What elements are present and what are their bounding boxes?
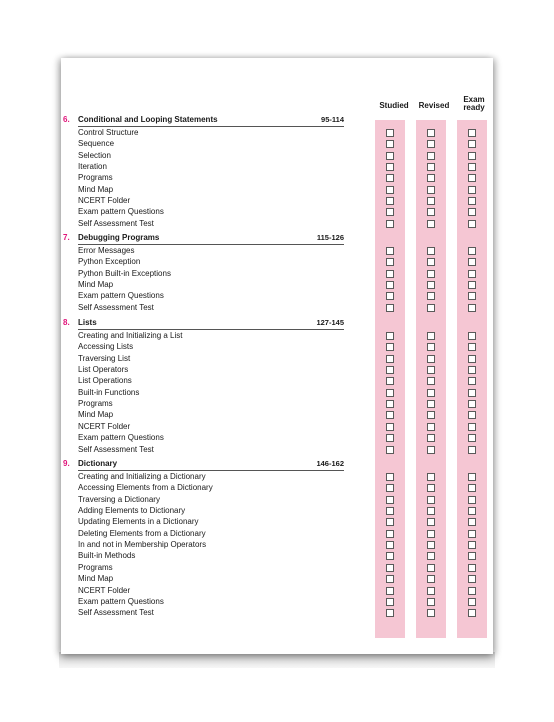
studied-checkbox[interactable]	[386, 197, 394, 205]
studied-checkbox[interactable]	[386, 564, 394, 572]
revised-checkbox[interactable]	[427, 174, 435, 182]
topic-item: Traversing List	[78, 353, 131, 363]
topic-item: Exam pattern Questions	[78, 433, 164, 443]
exam-ready-checkbox[interactable]	[468, 411, 476, 419]
revised-checkbox[interactable]	[427, 366, 435, 374]
studied-checkbox[interactable]	[386, 496, 394, 504]
exam-ready-checkbox[interactable]	[468, 129, 476, 137]
revised-checkbox[interactable]	[427, 575, 435, 583]
topic-item: Accessing Lists	[78, 342, 134, 352]
studied-checkbox[interactable]	[386, 484, 394, 492]
exam-ready-checkbox[interactable]	[468, 163, 476, 171]
exam-ready-checkbox[interactable]	[468, 598, 476, 606]
studied-checkbox[interactable]	[386, 541, 394, 549]
studied-checkbox[interactable]	[386, 292, 394, 300]
topic-item: Control Structure	[78, 128, 139, 137]
studied-checkbox[interactable]	[386, 587, 394, 595]
exam-ready-checkbox[interactable]	[468, 564, 476, 572]
revised-checkbox[interactable]	[427, 152, 435, 160]
revised-checkbox[interactable]	[427, 186, 435, 194]
studied-checkbox[interactable]	[386, 163, 394, 171]
column-header-exam-ready-line-2: ready	[463, 103, 485, 112]
section-title: Lists	[78, 318, 97, 327]
exam-ready-checkbox[interactable]	[468, 366, 476, 374]
revised-checkbox[interactable]	[427, 400, 435, 408]
revised-checkbox[interactable]	[427, 208, 435, 216]
exam-ready-checkbox[interactable]	[468, 496, 476, 504]
exam-ready-checkbox[interactable]	[468, 552, 476, 560]
exam-ready-checkbox[interactable]	[468, 446, 476, 454]
exam-ready-checkbox[interactable]	[468, 389, 476, 397]
studied-checkbox[interactable]	[386, 446, 394, 454]
revised-checkbox[interactable]	[427, 247, 435, 255]
exam-ready-checkbox[interactable]	[468, 258, 476, 266]
topic-item: Programs	[78, 562, 113, 572]
revised-checkbox[interactable]	[427, 270, 435, 278]
exam-ready-checkbox[interactable]	[468, 530, 476, 538]
topic-item: Exam pattern Questions	[78, 207, 164, 217]
exam-ready-checkbox[interactable]	[468, 270, 476, 278]
topic-item: Accessing Elements from a Dictionary	[78, 483, 213, 493]
topic-item: Exam pattern Questions	[78, 596, 164, 606]
column-header-exam-ready-line-1: Exam	[463, 95, 485, 104]
topic-item: Mind Map	[78, 410, 114, 420]
topic-item: Deleting Elements from a Dictionary	[78, 528, 206, 538]
section-page-range: 115-126	[316, 233, 344, 242]
topic-item: Programs	[78, 399, 113, 409]
topic-item: Exam pattern Questions	[78, 291, 164, 301]
studied-checkbox[interactable]	[386, 423, 394, 431]
exam-ready-checkbox[interactable]	[468, 587, 476, 595]
topic-item: Self Assessment Test	[78, 608, 154, 618]
topic-item: Creating and Initializing a Dictionary	[78, 472, 206, 481]
revised-checkbox[interactable]	[427, 484, 435, 492]
section-page-range: 146-162	[316, 459, 344, 468]
studied-checkbox[interactable]	[386, 129, 394, 137]
exam-ready-checkbox[interactable]	[468, 220, 476, 228]
exam-ready-checkbox[interactable]	[468, 377, 476, 385]
exam-ready-checkbox[interactable]	[468, 518, 476, 526]
studied-checkbox[interactable]	[386, 575, 394, 583]
studied-checkbox[interactable]	[386, 609, 394, 617]
revised-checkbox[interactable]	[427, 292, 435, 300]
revised-checkbox[interactable]	[427, 423, 435, 431]
section-rule	[78, 329, 344, 330]
topic-item: Python Built-in Exceptions	[78, 268, 171, 278]
exam-ready-checkbox[interactable]	[468, 152, 476, 160]
revised-checkbox[interactable]	[427, 564, 435, 572]
section-rule	[78, 126, 344, 127]
revised-checkbox[interactable]	[427, 473, 435, 481]
studied-checkbox[interactable]	[386, 507, 394, 515]
topic-item: Selection	[78, 150, 111, 160]
studied-checkbox[interactable]	[386, 518, 394, 526]
studied-checkbox[interactable]	[386, 389, 394, 397]
revised-checkbox[interactable]	[427, 518, 435, 526]
topic-item: Mind Map	[78, 574, 114, 584]
revised-checkbox[interactable]	[427, 343, 435, 351]
studied-checkbox[interactable]	[386, 247, 394, 255]
revised-checkbox[interactable]	[427, 411, 435, 419]
exam-ready-checkbox[interactable]	[468, 434, 476, 442]
exam-ready-checkbox[interactable]	[468, 609, 476, 617]
topic-item: List Operators	[78, 365, 129, 375]
revised-checkbox[interactable]	[427, 281, 435, 289]
section-title: Conditional and Looping Statements	[78, 115, 218, 124]
topic-item: Programs	[78, 173, 113, 183]
section-number: 9.	[63, 459, 70, 468]
topic-item: Self Assessment Test	[78, 444, 154, 454]
topic-item: In and not in Membership Operators	[78, 540, 207, 550]
section-page-range: 127-145	[316, 318, 344, 327]
page-bottom-shadow	[59, 652, 495, 668]
exam-ready-checkbox[interactable]	[468, 186, 476, 194]
exam-ready-checkbox[interactable]	[468, 355, 476, 363]
column-header-exam-ready	[456, 96, 492, 112]
exam-ready-checkbox[interactable]	[468, 484, 476, 492]
revised-checkbox[interactable]	[427, 163, 435, 171]
section-number: 8.	[63, 318, 70, 327]
revised-checkbox[interactable]	[427, 598, 435, 606]
studied-checkbox[interactable]	[386, 400, 394, 408]
revised-checkbox[interactable]	[427, 197, 435, 205]
studied-checkbox[interactable]	[386, 208, 394, 216]
exam-ready-checkbox[interactable]	[468, 174, 476, 182]
studied-checkbox[interactable]	[386, 343, 394, 351]
exam-ready-checkbox[interactable]	[468, 423, 476, 431]
revised-checkbox[interactable]	[427, 220, 435, 228]
revised-checkbox[interactable]	[427, 389, 435, 397]
exam-ready-checkbox[interactable]	[468, 292, 476, 300]
exam-ready-checkbox[interactable]	[468, 575, 476, 583]
exam-ready-checkbox[interactable]	[468, 473, 476, 481]
studied-checkbox[interactable]	[386, 377, 394, 385]
revised-checkbox[interactable]	[427, 530, 435, 538]
studied-checkbox[interactable]	[386, 411, 394, 419]
exam-ready-checkbox[interactable]	[468, 197, 476, 205]
topic-item: Built-in Functions	[78, 387, 140, 397]
section-page-range: 95-114	[321, 115, 344, 124]
section-number: 6.	[63, 115, 70, 124]
studied-checkbox[interactable]	[386, 598, 394, 606]
section-rule	[78, 470, 344, 471]
topic-item: Updating Elements in a Dictionary	[78, 517, 199, 527]
revised-checkbox[interactable]	[427, 377, 435, 385]
studied-checkbox[interactable]	[386, 220, 394, 228]
studied-checkbox[interactable]	[386, 304, 394, 312]
revised-checkbox[interactable]	[427, 552, 435, 560]
topic-item: Python Exception	[78, 257, 141, 267]
section-number: 7.	[63, 233, 70, 242]
topic-item: Error Messages	[78, 246, 135, 255]
exam-ready-checkbox[interactable]	[468, 247, 476, 255]
topic-item: Self Assessment Test	[78, 218, 154, 228]
exam-ready-checkbox[interactable]	[468, 507, 476, 515]
topic-item: Self Assessment Test	[78, 302, 154, 312]
topic-item: Traversing a Dictionary	[78, 494, 160, 504]
studied-checkbox[interactable]	[386, 434, 394, 442]
topic-item: NCERT Folder	[78, 421, 131, 431]
section-title: Debugging Programs	[78, 233, 160, 242]
topic-item: Sequence	[78, 139, 115, 149]
revised-checkbox[interactable]	[427, 355, 435, 363]
revised-checkbox[interactable]	[427, 332, 435, 340]
section-rule	[78, 244, 344, 245]
exam-ready-checkbox[interactable]	[468, 304, 476, 312]
topic-item: Iteration	[78, 162, 107, 172]
revised-checkbox[interactable]	[427, 609, 435, 617]
revised-checkbox[interactable]	[427, 496, 435, 504]
revised-checkbox[interactable]	[427, 434, 435, 442]
topic-item: Built-in Methods	[78, 551, 136, 561]
studied-checkbox[interactable]	[386, 281, 394, 289]
exam-ready-checkbox[interactable]	[468, 541, 476, 549]
exam-ready-checkbox[interactable]	[468, 400, 476, 408]
studied-checkbox[interactable]	[386, 332, 394, 340]
studied-checkbox[interactable]	[386, 473, 394, 481]
exam-ready-checkbox[interactable]	[468, 343, 476, 351]
topic-item: Adding Elements to Dictionary	[78, 506, 186, 516]
topic-item: Creating and Initializing a List	[78, 331, 183, 340]
studied-checkbox[interactable]	[386, 258, 394, 266]
revised-checkbox[interactable]	[427, 507, 435, 515]
studied-checkbox[interactable]	[386, 366, 394, 374]
column-header-studied: Studied	[379, 101, 409, 110]
studied-checkbox[interactable]	[386, 152, 394, 160]
document-page	[61, 58, 493, 654]
studied-checkbox[interactable]	[386, 530, 394, 538]
revised-checkbox[interactable]	[427, 587, 435, 595]
studied-checkbox[interactable]	[386, 552, 394, 560]
exam-ready-checkbox[interactable]	[468, 208, 476, 216]
revised-checkbox[interactable]	[427, 541, 435, 549]
exam-ready-checkbox[interactable]	[468, 140, 476, 148]
revised-checkbox[interactable]	[427, 258, 435, 266]
topic-item: NCERT Folder	[78, 196, 131, 206]
topic-item: List Operations	[78, 376, 132, 386]
revised-checkbox[interactable]	[427, 446, 435, 454]
studied-checkbox[interactable]	[386, 186, 394, 194]
revised-checkbox[interactable]	[427, 304, 435, 312]
topic-item: Mind Map	[78, 280, 114, 290]
revised-checkbox[interactable]	[427, 140, 435, 148]
studied-checkbox[interactable]	[386, 174, 394, 182]
revised-checkbox[interactable]	[427, 129, 435, 137]
studied-checkbox[interactable]	[386, 355, 394, 363]
exam-ready-checkbox[interactable]	[468, 281, 476, 289]
section-title: Dictionary	[78, 459, 118, 468]
topic-item: NCERT Folder	[78, 585, 131, 595]
studied-checkbox[interactable]	[386, 270, 394, 278]
exam-ready-checkbox[interactable]	[468, 332, 476, 340]
studied-checkbox[interactable]	[386, 140, 394, 148]
topic-item: Mind Map	[78, 184, 114, 194]
column-header-revised: Revised	[418, 101, 450, 110]
